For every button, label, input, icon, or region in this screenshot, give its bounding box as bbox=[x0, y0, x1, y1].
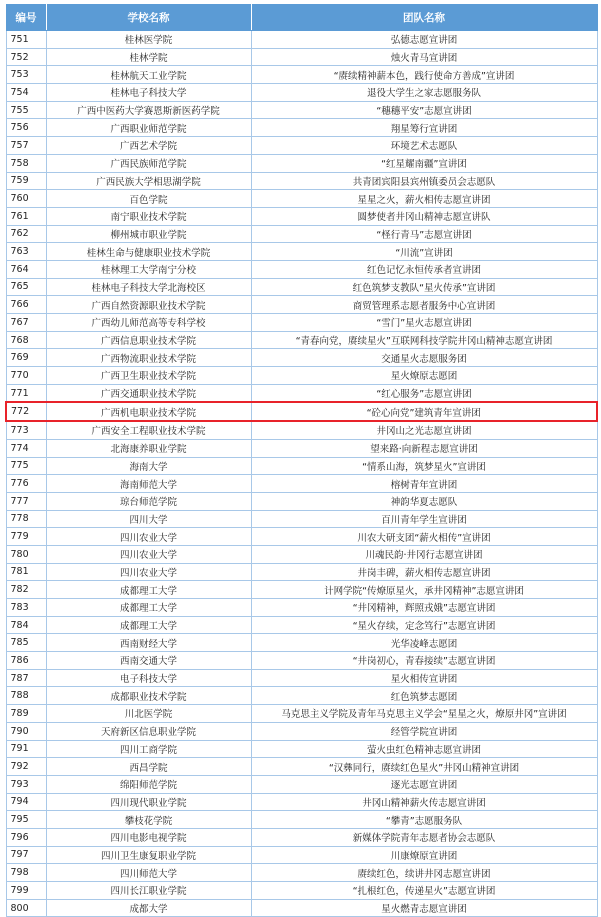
table-row bbox=[6, 705, 597, 723]
team-name-cell: 共青团宾阳县宾州镇委员会志愿队 bbox=[251, 172, 597, 190]
team-list-table-container bbox=[5, 4, 596, 917]
school-name-cell: 广西职业师范学院 bbox=[46, 119, 251, 137]
school-name-cell: 桂林电子科技大学 bbox=[46, 84, 251, 102]
row-number-cell: 800 bbox=[6, 899, 46, 917]
team-name-cell: 神韵华夏志愿队 bbox=[251, 492, 597, 510]
row-number-cell: 796 bbox=[6, 828, 46, 846]
team-name-cell: “川流”宣讲团 bbox=[251, 243, 597, 261]
team-name-cell: “扎根红色，传递星火”志愿宣讲团 bbox=[251, 882, 597, 900]
team-name-cell: “汉彝同行，赓续红色星火”井冈山精神宣讲团 bbox=[251, 758, 597, 776]
school-name-cell: 川北医学院 bbox=[46, 705, 251, 723]
team-name-cell: 烛火青马宣讲团 bbox=[251, 48, 597, 66]
table-row bbox=[6, 811, 597, 829]
school-name-cell: 桂林电子科技大学北海校区 bbox=[46, 278, 251, 296]
row-number-cell: 778 bbox=[6, 510, 46, 528]
table-body bbox=[6, 31, 597, 917]
team-name-cell: 红色记忆永恒传承者宣讲团 bbox=[251, 260, 597, 278]
table-row bbox=[6, 278, 597, 296]
team-name-cell: 望来路·向新程志愿宣讲团 bbox=[251, 439, 597, 457]
row-number-cell: 793 bbox=[6, 775, 46, 793]
school-name-cell: 广西民族大学相思湖学院 bbox=[46, 172, 251, 190]
table-row bbox=[6, 172, 597, 190]
table-row bbox=[6, 687, 597, 705]
row-number-cell: 790 bbox=[6, 722, 46, 740]
team-name-cell: 马克思主义学院及青年马克思主义学会“星星之火，燎原井冈”宣讲团 bbox=[251, 705, 597, 723]
team-name-cell: “红心服务”志愿宣讲团 bbox=[251, 384, 597, 402]
row-number-cell: 779 bbox=[6, 528, 46, 546]
table-row bbox=[6, 84, 597, 102]
team-name-cell: “井冈精神，辉照戎娥”志愿宣讲团 bbox=[251, 599, 597, 617]
school-name-cell: 广西民族师范学院 bbox=[46, 154, 251, 172]
table-row bbox=[6, 31, 597, 49]
team-name-cell: 萤火虫红色精神志愿宣讲团 bbox=[251, 740, 597, 758]
school-name-cell: 百色学院 bbox=[46, 190, 251, 208]
row-number-cell: 784 bbox=[6, 616, 46, 634]
school-name-cell: 广西机电职业技术学院 bbox=[46, 402, 251, 421]
table-row bbox=[6, 545, 597, 563]
school-name-cell: 桂林理工大学南宁分校 bbox=[46, 260, 251, 278]
team-name-cell: 经管学院宣讲团 bbox=[251, 722, 597, 740]
header-number: 编号 bbox=[6, 5, 46, 31]
school-name-cell: 西昌学院 bbox=[46, 758, 251, 776]
team-name-cell: 井冈山精神薪火传志愿宣讲团 bbox=[251, 793, 597, 811]
row-number-cell: 787 bbox=[6, 669, 46, 687]
table-row bbox=[6, 510, 597, 528]
team-name-cell: “青春向党，赓续星火”互联网科技学院井冈山精神志愿宣讲团 bbox=[251, 331, 597, 349]
team-name-cell: 圆梦使者井冈山精神志愿宣讲队 bbox=[251, 207, 597, 225]
table-row bbox=[6, 384, 597, 402]
table-row bbox=[6, 722, 597, 740]
school-name-cell: 四川农业大学 bbox=[46, 545, 251, 563]
school-name-cell: 成都理工大学 bbox=[46, 581, 251, 599]
row-number-cell: 772 bbox=[6, 402, 46, 421]
team-name-cell: 交通星火志愿服务团 bbox=[251, 349, 597, 367]
row-number-cell: 799 bbox=[6, 882, 46, 900]
table-row bbox=[6, 475, 597, 493]
row-number-cell: 769 bbox=[6, 349, 46, 367]
table-row bbox=[6, 207, 597, 225]
team-name-cell: 计网学院“传燎原星火，承井冈精神”志愿宣讲团 bbox=[251, 581, 597, 599]
team-name-cell: 光华凌峰志愿团 bbox=[251, 634, 597, 652]
school-name-cell: 海南大学 bbox=[46, 457, 251, 475]
team-name-cell: “雪门”星火志愿宣讲团 bbox=[251, 314, 597, 332]
table-row bbox=[6, 899, 597, 917]
table-row bbox=[6, 528, 597, 546]
row-number-cell: 781 bbox=[6, 563, 46, 581]
school-name-cell: 绵阳师范学院 bbox=[46, 775, 251, 793]
table-row-highlighted bbox=[6, 402, 597, 421]
table-row bbox=[6, 421, 597, 439]
table-row bbox=[6, 439, 597, 457]
team-name-cell: 新媒体学院青年志愿者协会志愿队 bbox=[251, 828, 597, 846]
team-name-cell: 商贸管理系志愿者服务中心宣讲团 bbox=[251, 296, 597, 314]
team-name-cell: 逐光志愿宣讲团 bbox=[251, 775, 597, 793]
school-name-cell: 成都理工大学 bbox=[46, 599, 251, 617]
row-number-cell: 783 bbox=[6, 599, 46, 617]
team-name-cell: 星火相传宣讲团 bbox=[251, 669, 597, 687]
team-name-cell: 川魂民韵·井冈行志愿宣讲团 bbox=[251, 545, 597, 563]
row-number-cell: 755 bbox=[6, 101, 46, 119]
row-number-cell: 777 bbox=[6, 492, 46, 510]
school-name-cell: 广西卫生职业技术学院 bbox=[46, 367, 251, 385]
table-row bbox=[6, 119, 597, 137]
team-name-cell: “穗穗平安”志愿宣讲团 bbox=[251, 101, 597, 119]
table-row bbox=[6, 225, 597, 243]
row-number-cell: 797 bbox=[6, 846, 46, 864]
header-team-name: 团队名称 bbox=[251, 5, 597, 31]
team-name-cell: 川农大研支团“薪火相传”宣讲团 bbox=[251, 528, 597, 546]
school-name-cell: 琼台师范学院 bbox=[46, 492, 251, 510]
header-school-name: 学校名称 bbox=[46, 5, 251, 31]
row-number-cell: 798 bbox=[6, 864, 46, 882]
school-name-cell: 四川工商学院 bbox=[46, 740, 251, 758]
row-number-cell: 770 bbox=[6, 367, 46, 385]
team-name-cell: “砼心向党”建筑青年宣讲团 bbox=[251, 402, 597, 421]
team-name-cell: 榕树青年宣讲团 bbox=[251, 475, 597, 493]
school-name-cell: 桂林航天工业学院 bbox=[46, 66, 251, 84]
row-number-cell: 789 bbox=[6, 705, 46, 723]
team-name-cell: 退役大学生之家志愿服务队 bbox=[251, 84, 597, 102]
school-name-cell: 南宁职业技术学院 bbox=[46, 207, 251, 225]
school-name-cell: 成都职业技术学院 bbox=[46, 687, 251, 705]
row-number-cell: 791 bbox=[6, 740, 46, 758]
team-name-cell: 环境艺术志愿队 bbox=[251, 137, 597, 155]
school-name-cell: 西南交通大学 bbox=[46, 652, 251, 670]
team-name-cell: “赓续精神薪本色，践行使命方善成”宣讲团 bbox=[251, 66, 597, 84]
school-name-cell: 四川农业大学 bbox=[46, 563, 251, 581]
table-row bbox=[6, 599, 597, 617]
table-row bbox=[6, 137, 597, 155]
table-row bbox=[6, 775, 597, 793]
team-name-cell: 星火燎原志愿团 bbox=[251, 367, 597, 385]
school-name-cell: 攀枝花学院 bbox=[46, 811, 251, 829]
row-number-cell: 753 bbox=[6, 66, 46, 84]
table-row bbox=[6, 882, 597, 900]
school-name-cell: 海南师范大学 bbox=[46, 475, 251, 493]
school-name-cell: 桂林学院 bbox=[46, 48, 251, 66]
row-number-cell: 768 bbox=[6, 331, 46, 349]
table-row bbox=[6, 101, 597, 119]
row-number-cell: 780 bbox=[6, 545, 46, 563]
team-list-table bbox=[5, 4, 598, 917]
table-row bbox=[6, 367, 597, 385]
team-name-cell: “井岗初心，青春接续”志愿宣讲团 bbox=[251, 652, 597, 670]
team-name-cell: 川康燎原宣讲团 bbox=[251, 846, 597, 864]
school-name-cell: 广西信息职业技术学院 bbox=[46, 331, 251, 349]
table-row bbox=[6, 846, 597, 864]
school-name-cell: 四川现代职业学院 bbox=[46, 793, 251, 811]
school-name-cell: 成都大学 bbox=[46, 899, 251, 917]
school-name-cell: 广西自然资源职业技术学院 bbox=[46, 296, 251, 314]
row-number-cell: 764 bbox=[6, 260, 46, 278]
school-name-cell: 天府新区信息职业学院 bbox=[46, 722, 251, 740]
table-row bbox=[6, 190, 597, 208]
row-number-cell: 767 bbox=[6, 314, 46, 332]
row-number-cell: 762 bbox=[6, 225, 46, 243]
table-row bbox=[6, 349, 597, 367]
school-name-cell: 广西中医药大学赛恩斯新医药学院 bbox=[46, 101, 251, 119]
row-number-cell: 758 bbox=[6, 154, 46, 172]
row-number-cell: 792 bbox=[6, 758, 46, 776]
school-name-cell: 北海康养职业学院 bbox=[46, 439, 251, 457]
school-name-cell: 广西幼儿师范高等专科学校 bbox=[46, 314, 251, 332]
school-name-cell: 四川卫生康复职业学院 bbox=[46, 846, 251, 864]
table-row bbox=[6, 66, 597, 84]
table-row bbox=[6, 581, 597, 599]
table-header-row bbox=[6, 5, 597, 31]
row-number-cell: 786 bbox=[6, 652, 46, 670]
school-name-cell: 四川大学 bbox=[46, 510, 251, 528]
school-name-cell: 西南财经大学 bbox=[46, 634, 251, 652]
team-name-cell: 星火燃青志愿宣讲团 bbox=[251, 899, 597, 917]
row-number-cell: 761 bbox=[6, 207, 46, 225]
table-row bbox=[6, 492, 597, 510]
team-name-cell: 井岗丰碑，薪火相传志愿宣讲团 bbox=[251, 563, 597, 581]
team-name-cell: 红色筑梦支教队“星火传承”宣讲团 bbox=[251, 278, 597, 296]
row-number-cell: 751 bbox=[6, 31, 46, 49]
school-name-cell: 广西安全工程职业技术学院 bbox=[46, 421, 251, 439]
team-name-cell: 弘德志愿宣讲团 bbox=[251, 31, 597, 49]
row-number-cell: 794 bbox=[6, 793, 46, 811]
row-number-cell: 756 bbox=[6, 119, 46, 137]
team-name-cell: 红色筑梦志愿团 bbox=[251, 687, 597, 705]
table-row bbox=[6, 563, 597, 581]
row-number-cell: 765 bbox=[6, 278, 46, 296]
school-name-cell: 电子科技大学 bbox=[46, 669, 251, 687]
team-name-cell: 星星之火，薪火相传志愿宣讲团 bbox=[251, 190, 597, 208]
row-number-cell: 773 bbox=[6, 421, 46, 439]
team-name-cell: “攀青”志愿服务队 bbox=[251, 811, 597, 829]
team-name-cell: 翔星筹行宣讲团 bbox=[251, 119, 597, 137]
row-number-cell: 776 bbox=[6, 475, 46, 493]
table-row bbox=[6, 652, 597, 670]
table-row bbox=[6, 828, 597, 846]
table-row bbox=[6, 758, 597, 776]
school-name-cell: 桂林生命与健康职业技术学院 bbox=[46, 243, 251, 261]
school-name-cell: 四川农业大学 bbox=[46, 528, 251, 546]
row-number-cell: 785 bbox=[6, 634, 46, 652]
table-row bbox=[6, 154, 597, 172]
table-row bbox=[6, 296, 597, 314]
row-number-cell: 760 bbox=[6, 190, 46, 208]
table-row bbox=[6, 314, 597, 332]
row-number-cell: 782 bbox=[6, 581, 46, 599]
table-row bbox=[6, 243, 597, 261]
row-number-cell: 771 bbox=[6, 384, 46, 402]
school-name-cell: 四川电影电视学院 bbox=[46, 828, 251, 846]
school-name-cell: 四川师范大学 bbox=[46, 864, 251, 882]
row-number-cell: 759 bbox=[6, 172, 46, 190]
table-header bbox=[6, 5, 597, 31]
table-row bbox=[6, 616, 597, 634]
table-row bbox=[6, 260, 597, 278]
row-number-cell: 757 bbox=[6, 137, 46, 155]
team-name-cell: 百川青年学生宣讲团 bbox=[251, 510, 597, 528]
team-name-cell: “星火存续，定念笃行”志愿宣讲团 bbox=[251, 616, 597, 634]
row-number-cell: 775 bbox=[6, 457, 46, 475]
row-number-cell: 788 bbox=[6, 687, 46, 705]
team-name-cell: “红星耀南疆”宣讲团 bbox=[251, 154, 597, 172]
row-number-cell: 763 bbox=[6, 243, 46, 261]
table-row bbox=[6, 331, 597, 349]
table-row bbox=[6, 669, 597, 687]
row-number-cell: 754 bbox=[6, 84, 46, 102]
school-name-cell: 柳州城市职业学院 bbox=[46, 225, 251, 243]
school-name-cell: 成都理工大学 bbox=[46, 616, 251, 634]
table-row bbox=[6, 634, 597, 652]
school-name-cell: 广西物流职业技术学院 bbox=[46, 349, 251, 367]
team-name-cell: “情系山海，筑梦星火”宣讲团 bbox=[251, 457, 597, 475]
table-row bbox=[6, 740, 597, 758]
row-number-cell: 766 bbox=[6, 296, 46, 314]
school-name-cell: 广西艺术学院 bbox=[46, 137, 251, 155]
row-number-cell: 795 bbox=[6, 811, 46, 829]
school-name-cell: 广西交通职业技术学院 bbox=[46, 384, 251, 402]
team-name-cell: 赓续红色，续讲井冈志愿宣讲团 bbox=[251, 864, 597, 882]
row-number-cell: 774 bbox=[6, 439, 46, 457]
table-row bbox=[6, 864, 597, 882]
table-row bbox=[6, 48, 597, 66]
table-row bbox=[6, 793, 597, 811]
school-name-cell: 四川长江职业学院 bbox=[46, 882, 251, 900]
team-name-cell: “柽行青马”志愿宣讲团 bbox=[251, 225, 597, 243]
table-row bbox=[6, 457, 597, 475]
school-name-cell: 桂林医学院 bbox=[46, 31, 251, 49]
row-number-cell: 752 bbox=[6, 48, 46, 66]
team-name-cell: 井冈山之光志愿宣讲团 bbox=[251, 421, 597, 439]
